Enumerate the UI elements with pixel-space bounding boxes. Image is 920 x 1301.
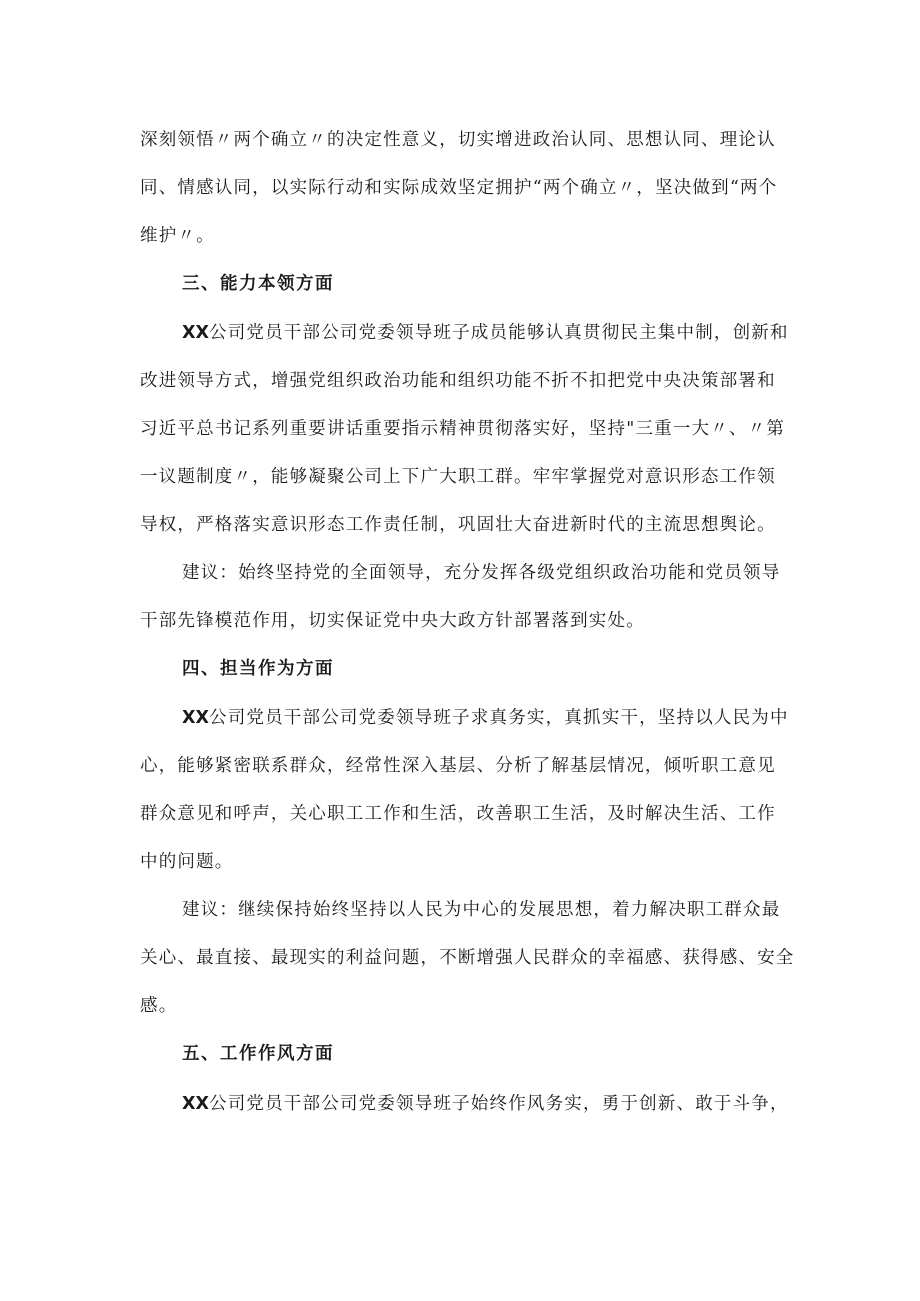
company-xx: XX — [182, 323, 209, 343]
section-3-para-line-5: 导权，严格落实意识形态工作责任制，巩固壮大奋进新时代的主流思想舆论。 — [140, 515, 776, 535]
section-3-para-line-3: 习近平总书记系列重要讲话重要指示精神贯彻落实好，坚持"三重一大〃、〃第 — [140, 419, 786, 439]
section-4-para-line-4: 中的问题。 — [140, 852, 234, 872]
section-3-heading: 三、能力本领方面 — [182, 274, 334, 294]
section-3-suggestion-line-1: 建议：始终坚持党的全面领导，充分发挥各级党组织政治功能和党员领导 — [182, 563, 781, 583]
section-3-para-line-2: 改进领导方式，增强党组织政治功能和组织功能不折不扣把党中央决策部署和 — [140, 371, 776, 391]
section-4-heading: 四、担当作为方面 — [182, 659, 334, 679]
section-4-para-line-1 — [182, 706, 789, 730]
section-5-para-text-1: 公司党员干部公司党委领导班子始终作风务实，勇于创新、敢于斗争， — [209, 1094, 789, 1114]
section-3-para-text-1: 公司党员干部公司党委领导班子成员能够认真贯彻民主集中制，创新和 — [209, 323, 789, 343]
section-4-suggestion-line-1: 建议：继续保持始终坚持以人民为中心的发展思想，着力解决职工群众最 — [182, 900, 781, 920]
section-4-suggestion-line-2: 关心、最直接、最现实的利益问题，不断增强人民群众的幸福感、获得感、安全 — [140, 948, 795, 968]
section-4-para-text-1: 公司党员干部公司党委领导班子求真务实，真抓实干，坚持以人民为中 — [209, 708, 789, 728]
section-4-para-line-2: 心，能够紧密联系群众，经常性深入基层、分析了解基层情况，倾听职工意见 — [140, 756, 776, 776]
section-3-para-line-1 — [182, 321, 789, 345]
section-5-para-line-1 — [182, 1092, 789, 1116]
section-3-para-line-4: 一议题制度〃，能够凝聚公司上下广大职工群。牢牢掌握党对意识形态工作领 — [140, 467, 776, 487]
intro-line-2: 同、情感认同，以实际行动和实际成效坚定拥护“两个确立〃，坚决做到“两个 — [140, 178, 778, 198]
intro-line-3: 维护〃。 — [140, 226, 215, 246]
company-xx: XX — [182, 1094, 209, 1114]
company-xx: XX — [182, 708, 209, 728]
section-5-heading: 五、工作作风方面 — [182, 1044, 334, 1064]
section-4-para-line-3: 群众意见和呼声，关心职工工作和生活，改善职工生活，及时解决生活、工作 — [140, 804, 776, 824]
section-3-suggestion-line-2: 干部先锋模范作用，切实保证党中央大政方针部署落到实处。 — [140, 611, 645, 631]
intro-line-1: 深刻领悟〃两个确立〃的决定性意义，切实增进政治认同、思想认同、理论认 — [140, 130, 776, 150]
section-4-suggestion-line-3: 感。 — [140, 996, 178, 1016]
